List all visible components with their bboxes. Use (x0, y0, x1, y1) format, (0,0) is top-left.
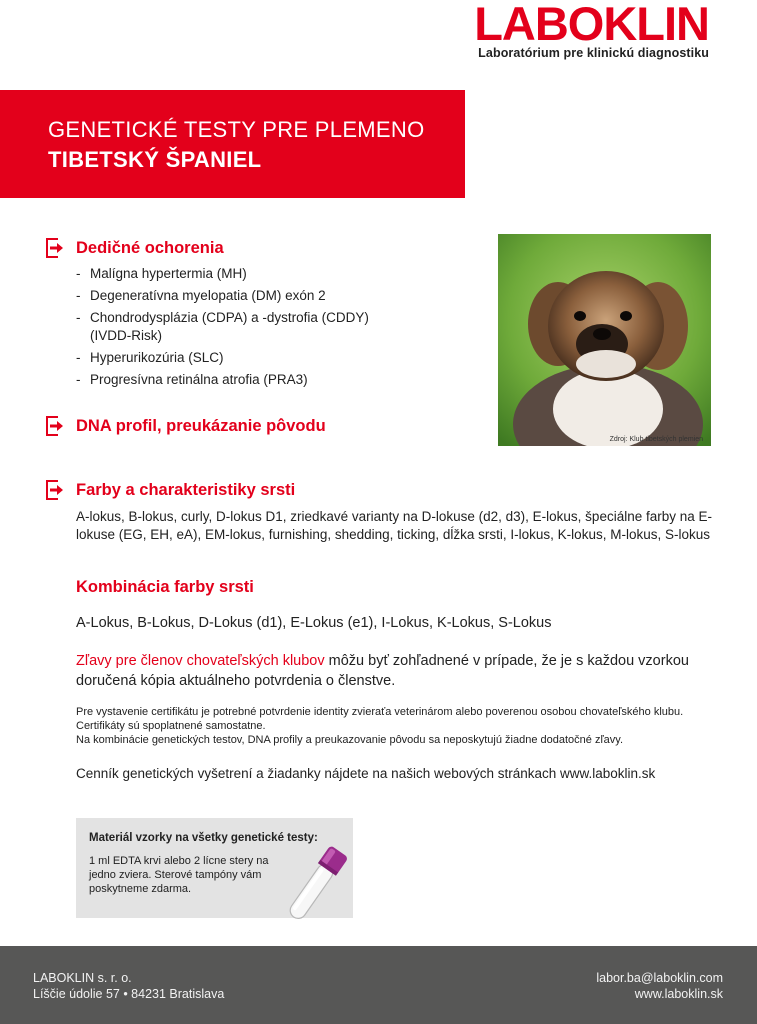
footer-email-link[interactable]: labor.ba@laboklin.com (596, 971, 723, 985)
arrow-right-icon (46, 416, 66, 436)
arrow-right-icon (46, 238, 66, 258)
list-item: - Chondrodysplázia (CDPA) a -dystrofia (CDDY) (IVDD-Risk) (76, 309, 376, 345)
section-dna-title: DNA profil, preukázanie pôvodu (76, 416, 326, 435)
arrow-right-icon (46, 480, 66, 500)
list-item: - Degeneratívna myelopatia (DM) exón 2 (76, 287, 376, 305)
title-banner (0, 90, 465, 198)
footer-company: LABOKLIN s. r. o. (33, 971, 132, 985)
logo-wordmark: LABOKLIN (474, 0, 709, 50)
coat-combination-title: Kombinácia farby srsti (76, 578, 254, 596)
section-diseases-heading (46, 238, 224, 258)
footer-contact-block (596, 970, 723, 1002)
disease-list (76, 265, 376, 393)
banner-title-breed: TIBETSKÝ ŠPANIEL (48, 147, 262, 172)
footer-web-link[interactable]: www.laboklin.sk (634, 987, 723, 1001)
discount-rest: môžu byť zohľadnené v prípade, že je s každou vzorkou doručená kópia aktuálneho potvrdenia o členstve. (76, 653, 689, 689)
certificate-line1: Pre vystavenie certifikátu je potrebné potvrdenie identity zvieraťa veterinárom alebo poverenou osobou chovateľského klubu. Certifikáty sú spoplatnené samostatne. (76, 706, 684, 732)
coat-loci-text: A-lokus, B-lokus, curly, D-lokus D1, zriedkavé varianty na D-lokuse (d2, d3), E-lokus, špeciálne farby na E-lokuse (EG, EH, eA), EM-lokus, furnishing, shedding, ticking, dĺžka srsti, I-lokus, K-lokus, M-lokus, S-lokus (76, 509, 713, 542)
material-title: Materiál vzorky na všetky genetické testy: (89, 832, 318, 844)
coat-combination-text: A-Lokus, B-Lokus, D-Lokus (d1), E-Lokus (e1), I-Lokus, K-Lokus, S-Lokus (76, 615, 552, 631)
photo-credit: Zdroj: Klub tibetských plemien (609, 436, 703, 443)
material-text: 1 ml EDTA krvi alebo 2 lícne stery na jedno zviera. Sterové tampóny vám poskytneme zdarma. (89, 855, 269, 895)
sample-material-box (76, 818, 353, 918)
certificate-line2: Na kombinácie genetických testov, DNA profily a preukazovanie pôvodu sa neposkytujú žiadne dodatočné zľavy. (76, 734, 624, 746)
section-coat-heading (46, 480, 295, 500)
tibetan-spaniel-photo (498, 234, 711, 446)
pricelist-note: Cenník genetických vyšetrení a žiadanky nájdete na našich webových stránkach www.laboklin.sk (76, 766, 656, 781)
list-item: - Malígna hypertermia (MH) (76, 265, 376, 283)
discount-note (76, 651, 716, 691)
discount-highlight: Zľavy pre členov chovateľských klubov (76, 653, 325, 669)
laboklin-logo (474, 0, 709, 60)
section-diseases-title: Dedičné ochorenia (76, 238, 224, 257)
dog-photo (498, 234, 711, 446)
logo-subtitle: Laboratórium pre klinickú diagnostiku (478, 46, 709, 60)
banner-title-line1: GENETICKÉ TESTY PRE PLEMENO (48, 117, 425, 142)
list-item: - Progresívna retinálna atrofia (PRA3) (76, 371, 376, 389)
blood-tube-icon (276, 840, 356, 930)
footer (0, 946, 757, 1024)
section-coat-title: Farby a charakteristiky srsti (76, 480, 296, 499)
certificate-note (76, 705, 716, 747)
footer-address: Líščie údolie 57 • 84231 Bratislava (33, 987, 225, 1001)
footer-address-block (33, 970, 224, 1002)
section-dna-heading (46, 416, 326, 436)
list-item: - Hyperurikozúria (SLC) (76, 349, 376, 367)
